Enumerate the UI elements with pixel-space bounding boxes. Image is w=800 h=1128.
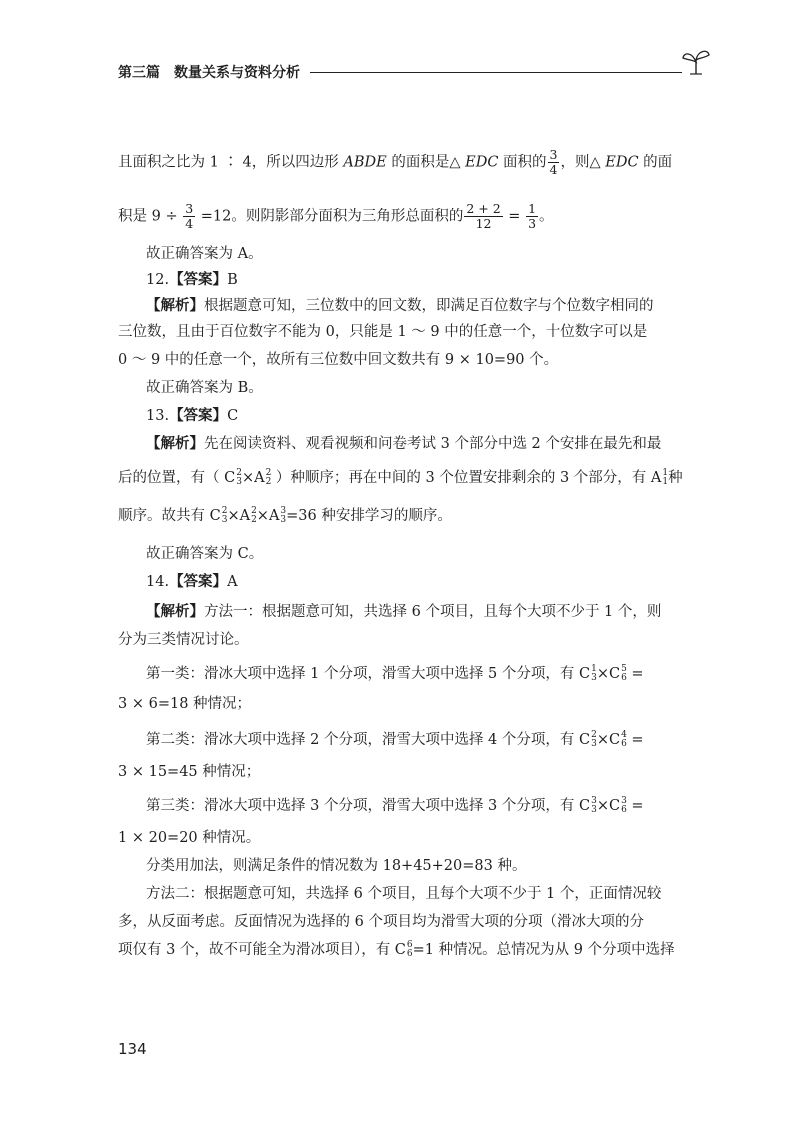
body-line-26: 项仅有 3 个，故不可能全为滑冰项目），有 C 6 6 =1 种情况。总情况为从 9 个分项中选择	[118, 940, 675, 959]
body-line-19: 第二类：滑冰大项中选择 2 个分项，滑雪大项中选择 4 个分项，有 C 2 3 ×C 4 6 =	[146, 730, 644, 749]
running-header	[118, 60, 708, 84]
sprout-icon	[680, 46, 712, 76]
fraction: $\frac{2 + 2}{12}$	[466, 201, 501, 231]
fraction: $\frac{3}{4}$	[549, 147, 558, 177]
analysis-12: 【解析】根据题意可知，三位数中的回文数，即满足百位数字与个位数字相同的	[146, 298, 654, 314]
analysis-13: 【解析】先在阅读资料、观看视频和问卷考试 3 个部分中选 2 个安排在最先和最	[146, 436, 662, 452]
body-line-24: 方法二：根据题意可知，共选择 6 个项目，且每个大项不少于 1 个，正面情况较	[146, 886, 662, 902]
body-line-11: 后的位置，有（ C 2 3 ×A 2 2 ）种顺序；再在中间的 3 个位置安排剩余的 3 个部分，有 A 1 1 种	[118, 468, 683, 487]
answer-12: 12.【答案】B	[146, 272, 238, 288]
body-line-12: 顺序。故共有 C 2 3 ×A 2 2 ×A 3 3 =36 种安排学习的顺序。	[118, 506, 452, 525]
body-line-2: 积是 9 ÷ $\frac{3}{4}$ =12。则阴影部分面积为三角形总面积的 $\frac{2 + 2}{12}$ = $\frac{1}{3}$ 。	[118, 201, 554, 231]
header-rule	[310, 72, 682, 73]
body-line-8: 故正确答案为 B。	[146, 380, 263, 396]
body-line-1: 且面积之比为 1 ∶ 4，所以四边形 ABDE 的面积是△ EDC 面积的 $\frac{3}{4}$ ，则△ EDC 的面	[118, 147, 673, 177]
answer-13: 13.【答案】C	[146, 408, 239, 424]
body-line-20: 3 × 15=45 种情况；	[118, 764, 261, 780]
body-line-7: 0 ～ 9 中的任意一个，故所有三位数中回文数共有 9 × 10=90 个。	[118, 352, 559, 368]
body-line-18: 3 × 6=18 种情况；	[118, 696, 252, 712]
body-line-25: 多，从反面考虑。反面情况为选择的 6 个项目均为滑雪大项的分项（滑冰大项的分	[118, 914, 644, 930]
body-line-17: 第一类：滑冰大项中选择 1 个分项，滑雪大项中选择 5 个分项，有 C 1 3 ×C 5 6 =	[146, 664, 644, 683]
body-line-16: 分为三类情况讨论。	[118, 632, 249, 648]
analysis-14: 【解析】方法一：根据题意可知，共选择 6 个项目，且每个大项不少于 1 个，则	[146, 604, 662, 620]
fraction: $\frac{3}{4}$	[185, 201, 194, 231]
body-line-22: 1 × 20=20 种情况。	[118, 830, 261, 846]
body-line-21: 第三类：滑冰大项中选择 3 个分项，滑雪大项中选择 3 个分项，有 C 3 3 ×C 3 6 =	[146, 796, 644, 815]
body-line-3: 故正确答案为 A。	[146, 246, 263, 262]
fraction: $\frac{1}{3}$	[528, 201, 537, 231]
body-line-23: 分类用加法，则满足条件的情况数为 18+45+20=83 种。	[146, 858, 527, 874]
body-line-13: 故正确答案为 C。	[146, 546, 264, 562]
body-line-6: 三位数，且由于百位数字不能为 0，只能是 1 ～ 9 中的任意一个，十位数字可以是	[118, 324, 648, 340]
answer-14: 14.【答案】A	[146, 574, 238, 590]
page-number: 134	[118, 1040, 147, 1058]
header-title: 第三篇 数量关系与资料分析	[118, 65, 300, 81]
